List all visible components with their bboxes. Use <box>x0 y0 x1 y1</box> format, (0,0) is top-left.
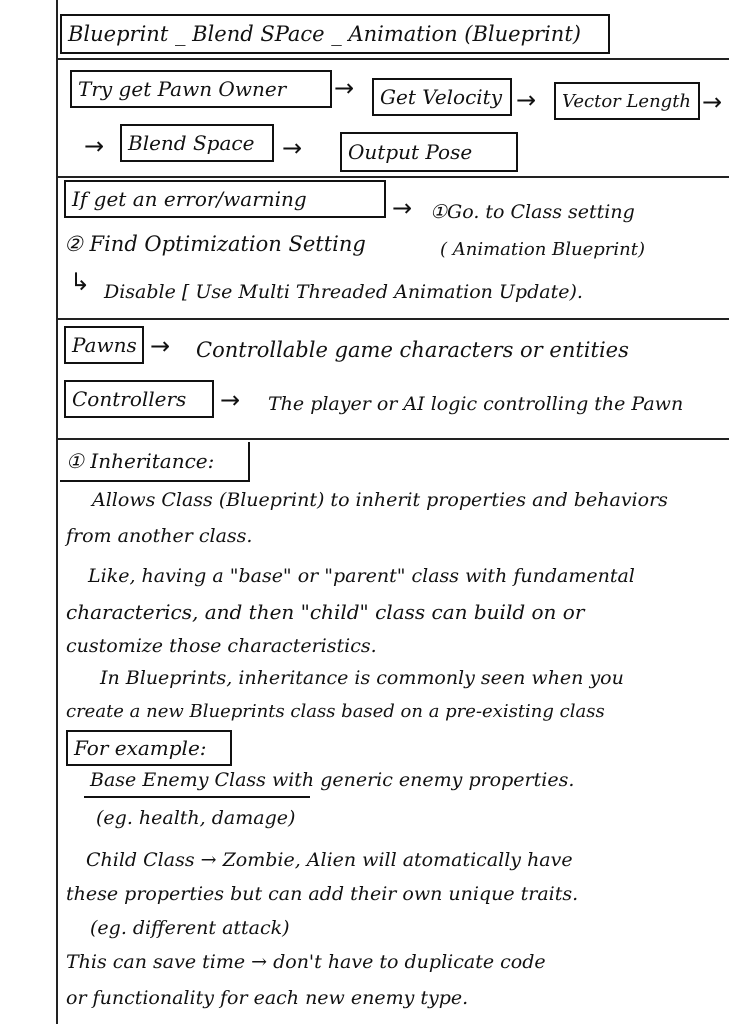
flow-step-velocity: Get Velocity <box>372 78 512 116</box>
class-setting-step: ①Go. to Class setting <box>430 201 635 223</box>
inheritance-line: from another class. <box>66 525 253 547</box>
example-line: Base Enemy Class with generic enemy properties. <box>90 769 575 791</box>
flow-step-blend-space: Blend Space <box>120 124 274 162</box>
example-line: these properties but can add their own unique traits. <box>66 883 579 905</box>
section-divider <box>56 176 729 178</box>
margin-line <box>56 0 58 1024</box>
title-box <box>60 14 610 54</box>
term-controllers: Controllers <box>64 380 214 418</box>
arrow-icon: → <box>516 86 537 114</box>
flow-step-output-pose: Output Pose <box>340 132 518 172</box>
inheritance-line: characterics, and then "child" class can build on or <box>66 600 585 624</box>
example-label-box <box>66 730 232 766</box>
inheritance-heading-box <box>60 442 250 482</box>
arrow-icon: → <box>702 88 723 116</box>
inheritance-line: Allows Class (Blueprint) to inherit properties and behaviors <box>92 489 668 511</box>
section-divider <box>56 58 729 60</box>
inheritance-line: customize those characteristics. <box>66 635 377 657</box>
flow-step-vector-length: Vector Length <box>554 82 700 120</box>
section-divider <box>56 438 729 440</box>
class-setting-note: ( Animation Blueprint) <box>440 239 645 260</box>
arrow-icon: → <box>392 194 413 222</box>
inheritance-line: Like, having a "base" or "parent" class with fundamental <box>88 565 635 587</box>
flow-step-pawn-owner: Try get Pawn Owner <box>70 70 332 108</box>
arrow-icon: → <box>84 132 105 160</box>
example-line: This can save time → don't have to duplicate code <box>66 951 546 973</box>
arrow-icon: → <box>282 134 303 162</box>
error-warning-box: If get an error/warning <box>64 180 386 218</box>
example-line: Child Class → Zombie, Alien will atomatically have <box>86 849 573 871</box>
term-pawns: Pawns <box>64 326 144 364</box>
definition-controllers: The player or AI logic controlling the Pawn <box>268 393 684 415</box>
definition-pawns: Controllable game characters or entities <box>196 338 629 362</box>
arrow-icon: → <box>220 386 241 414</box>
example-label: For example: <box>74 736 207 760</box>
disable-step: Disable [ Use Multi Threaded Animation Update). <box>104 281 583 303</box>
section-divider <box>56 318 729 320</box>
optimization-step: ② Find Optimization Setting <box>64 232 366 256</box>
inheritance-line: create a new Blueprints class based on a pre-existing class <box>66 701 605 722</box>
example-line: (eg. different attack) <box>90 917 290 939</box>
return-arrow-icon: ↳ <box>70 268 91 296</box>
base-enemy-underline <box>84 796 310 798</box>
page-title: Blueprint _ Blend SPace _ Animation (Blueprint) <box>68 22 581 46</box>
inheritance-line: In Blueprints, inheritance is commonly seen when you <box>100 667 624 689</box>
inheritance-heading: ① Inheritance: <box>66 449 215 473</box>
example-line: (eg. health, damage) <box>96 807 296 829</box>
example-line: or functionality for each new enemy type. <box>66 987 469 1009</box>
arrow-icon: → <box>334 74 355 102</box>
arrow-icon: → <box>150 332 171 360</box>
